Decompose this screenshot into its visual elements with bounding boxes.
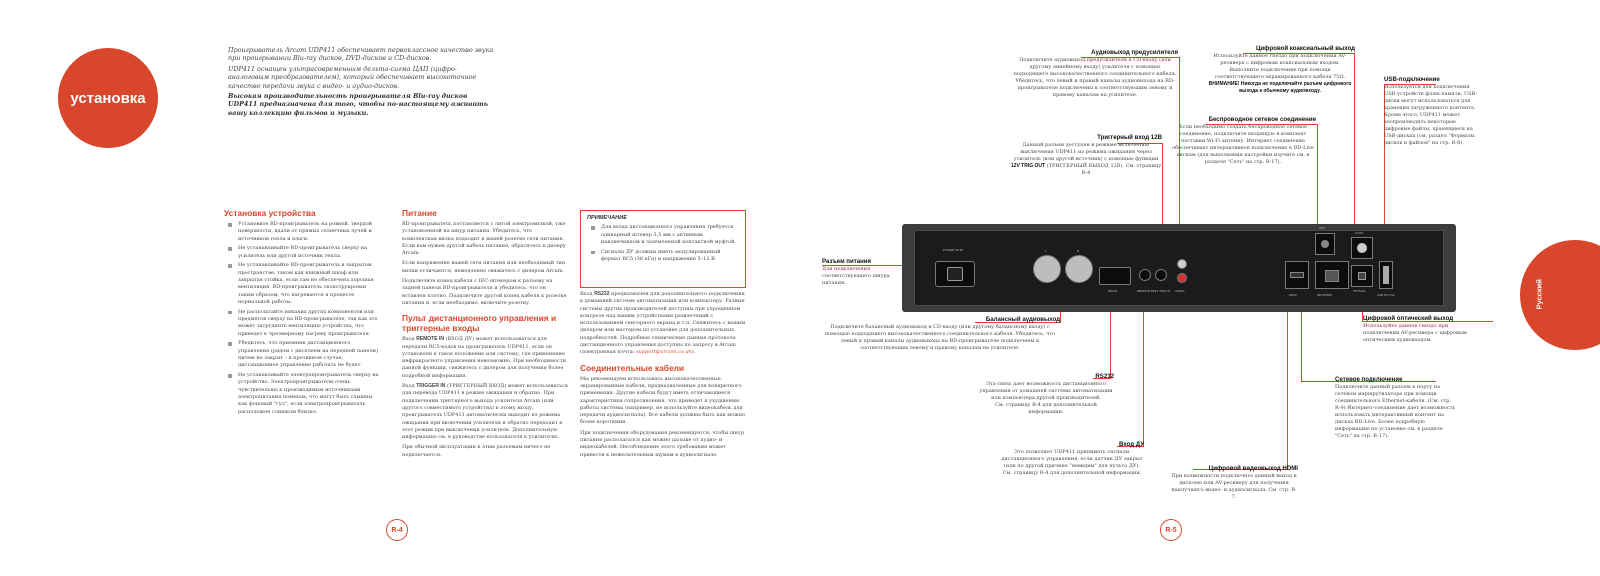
setup-section (224, 208, 380, 418)
callout-power-title: Разъем питания (822, 258, 872, 265)
note-box (580, 210, 746, 288)
callout-coax-title: Цифровой коаксиальный выход (1255, 45, 1355, 52)
remote-p1-pre: Вход (402, 336, 417, 343)
remote-p2-pre: Вход (402, 383, 417, 390)
remote-p2-text: (ТРИГГЕРНЫЙ ВХОД) может использоваться для перевода UDP411 в режим ожидания и обратно. При подключении триггерного выхода усилителя Arcam (или другого совместимого устройства) к этому входу, проигрыватель UDP411 автоматически выходит из режима ожидания при включении усилителя и обратно переходит в этот режим при выключении усилителя. Дополнительную информацию см. в руководстве пользователя к усилителю. (402, 383, 568, 441)
list-item: Не устанавливайте BD-проигрыватель в закрытом пространстве, таком как книжный шкаф или закрытая стойка, если там не обеспечена хорошая вентиляция. BD-проигрыватель сконструирован таким образом, что нагревается в процессе нормальной работы. (224, 262, 380, 306)
remote-in-port (1139, 269, 1151, 281)
power-section (402, 208, 568, 462)
balanced-out-right-port (1065, 255, 1093, 283)
power-inlet-label: POWER INLET (943, 248, 964, 252)
audio-label: AUDIO (1175, 289, 1185, 293)
list-item: Не располагайте никаких других компонентов или предметов сверху на BD-проигрывателе, так как это может затруднить вентиляцию устройства, что приведет к чрезмерному нагреву проигрывателя. (224, 309, 380, 338)
cables-title: Соединительные кабели (580, 362, 685, 373)
callout-usb (1384, 76, 1482, 147)
callout-coax (1205, 45, 1355, 95)
list-item: Для входа дистанционного управления требуется одинарный штекер 3,5 мм с активным наконечником и заземленной контактной муфтой. (587, 224, 739, 246)
trigger-in-keyword: TRIGGER IN (416, 383, 446, 390)
callout-trigger-text1: Данный разъем доступен в режиме включения/выключения UDP411 из режима ожидания через усилитель (или другой источник) с помощью функции (1013, 142, 1159, 162)
intro-p3: Высокая производительность проигрывателя Blu-ray дисков UDP411 предназначена для того, чтобы по-настоящему оживить вашу коллекцию фильмов и музыки. (228, 92, 489, 117)
callout-rs232-text2: См. страницу R-4 для дополнительной информации. (995, 402, 1097, 415)
port-label-r: R (1077, 249, 1080, 253)
power-p3: Подключите конец кабеля с IEC-штекером к разъему на задней панели BD-проигрывателя и убедитесь, что он вставлен плотно. Подключите другой конец кабеля к розетке питания и, если необходимо, включите розетку. (402, 278, 567, 306)
trigger-out-keyword: 12V TRIG OUT (1010, 163, 1046, 169)
port-label-l: L (1045, 249, 1047, 253)
callout-remote-text1: Это позволяет UDP411 принимать сигналы дистанционного управления, если датчик ДУ закрыт (или по другой причине "невидим" для пульта ДУ). (1001, 449, 1143, 469)
optical-port (1351, 265, 1373, 287)
remote-p3: При обычной эксплуатации к этим разъемам ничего не подключается. (402, 444, 551, 458)
setup-list (224, 221, 380, 416)
preamp-out-right-port (1177, 273, 1187, 283)
rs232-cables-section (580, 291, 748, 462)
list-item: Не устанавливайте BD-проигрыватель сверху на усилитель или другой источник тепла. (224, 245, 380, 260)
callout-network-title: Сетевое подключение (1335, 376, 1403, 383)
note-list (587, 224, 739, 263)
hdmi-port (1285, 261, 1309, 289)
remote-p1 (402, 336, 568, 380)
callout-coax-text: Используйте данное гнездо при подключении AV-ресивера с цифровым коаксиальным входом. Выполните подключение при помощи соответствующего экранированного кабеля 75Ω. (1213, 53, 1347, 80)
callout-balanced-title: Балансный аудиовыход (985, 316, 1060, 323)
callout-optical-text: Используйте данное гнездо при подключении AV-ресивера с цифровым оптическим аудиовходом. (1363, 323, 1467, 343)
antenna-port (1315, 233, 1335, 255)
setup-title: Установка устройства (224, 208, 316, 218)
network-label: NETWORK (1317, 293, 1333, 297)
rear-panel-inner (914, 226, 1444, 306)
page-number-right: R-5 (1160, 519, 1182, 541)
list-item: Не устанавливайте электропроигрыватель сверху на устройство. Электропроигрыватели очень чувствительны к производимым источниками электропитания помехам, что могут быть слышны как фоновый "гул", если электропроигрыватель расположен слишком близко. (224, 372, 380, 416)
cables-p1: Мы рекомендуем использовать высококачественные экранированные кабели, предназначенные для конкретного применения. Другие кабели будут иметь отличающиеся характеристики сопротивления, что приведет к ухудшению работы системы (например, не используйте видеокабель для передачи аудиосигнала). Все кабели должны быть как можно более короткими. (580, 375, 746, 426)
cables-p2: При подключении оборудования рекомендуется, чтобы шнур питания располагался как можно дальше от аудио- и видеокабелей. Несоблюдение этого требования может привести к нежелательным шумам в аудиосигнале. (580, 429, 745, 458)
rs232-keyword: RS232 (594, 291, 610, 297)
rs232-post: ). (691, 349, 696, 356)
callout-remote (1000, 441, 1144, 477)
rs232-text: предназначен для дополнительного подключения к домашней системе автоматизации или компьютеру. Разные системы других производителей доступны при упрощенном контроле над вашим устройствами развлечений с использованием сенсорного экрана и т.п. Свяжитесь с вашим дилером или мастером по установке для дополнительных подробностей. Подробные технические данные протокола дистанционного управления доступны по запросу в Arcam (электронная почта: (580, 291, 746, 356)
callout-network-text: Подключите данный разъем к порту на сетевом маршрутизаторе при помощи соединительного Ethernet-кабеля. (См. стр. R-9) Интернет-соединение дает возможность использовать интерактивный контент на дисках BD-Live. Более подробную информацию по установке см. в разделе "Сеть" на стр. R-17). (1335, 384, 1456, 439)
remote-in-keyword: REMOTE IN (416, 336, 444, 343)
callout-hdmi (1170, 465, 1298, 501)
callout-preamp (1012, 49, 1178, 99)
rs232-paragraph (580, 291, 748, 357)
list-item: Убедитесь, что приемник дистанционного управления (рядом с дисплеем на передней панели) ничем не закрыт – в противном случае, дистанционное управление работать не будет. (224, 340, 380, 369)
rs232-port (1099, 267, 1131, 285)
power-title: Питание (402, 208, 437, 218)
power-p1: BD-проигрыватель поставляется с литой электровилкой, уже установленной на шнур питания. Убедитесь, что комплектная вилка подходит к вашей розетке сети питания. Если вам нужен другой кабель питания, обратитесь к дилеру Arcam. (402, 221, 566, 257)
callout-optical (1363, 315, 1483, 344)
balanced-out-left-port (1033, 255, 1061, 283)
power-inlet-port (935, 261, 975, 287)
callout-network (1335, 376, 1457, 440)
callout-trigger (1010, 134, 1162, 177)
callout-remote-text2: См. страницу R-4 для дополнительной информации. (1002, 470, 1142, 476)
trigger-label: 12V TRIG IN (1153, 289, 1171, 293)
coax-port (1351, 237, 1373, 259)
rs232-label: RS232 (1108, 289, 1118, 293)
remote-p2 (402, 383, 568, 441)
antenna-label: ANT (1319, 226, 1325, 230)
usb-port (1379, 261, 1393, 289)
list-item: Установите BD-проигрыватель на ровной, твердой поверхности, вдали от прямых солнечных лучей и источников тепла и влаги. (224, 221, 380, 243)
callout-usb-title: USB-подключение (1384, 76, 1440, 83)
callout-coax-warning: ВНИМАНИЕ! Никогда не подключайте разъем цифрового выхода к обычному аудиовходу. (1208, 81, 1352, 94)
callout-preamp-text: Подключите аудиовыход предусилителя к CD-входу (или другому линейному входу) усилителя с помощью подходящего высококачественного соединительного кабеля. Убедитесь, что левый и правый каналы аудиовыхода на BD-проигрывателе подключены к соответствующим левому и правому каналам на усилителе. (1013, 57, 1177, 98)
trigger-in-port (1155, 269, 1167, 281)
rs232-pre: Вход (580, 291, 595, 297)
callout-hdmi-title: Цифровой видеовыход HDMI (1208, 465, 1298, 472)
callout-power (822, 258, 902, 287)
callout-wireless-text: Если необходимо создать беспроводное сетевое соединение, подключите входящую в комплект поставки Wi-Fi антенну. Интернет соединение обеспечивает интерактивное подключение к BD-Live дискам (для выполнения настройки изучите см. в разделе "Сеть" на стр. R-17). (1172, 124, 1314, 165)
callout-power-text: Для подключения соответствующего шнура питания. (822, 266, 890, 286)
callout-rs232-text1: Эта связь дает возможность дистанционного управления от домашней системы автоматизации или компьютера другой производителей. (979, 381, 1113, 401)
remote-title: Пульт дистанционного управления и триггерные входы (402, 313, 557, 334)
callout-trigger-title: Триггерный вход 12В (1097, 134, 1162, 141)
support-email-link[interactable]: support@arcam.co.uk (636, 349, 692, 356)
callout-remote-title: Вход ДУ (1119, 441, 1144, 448)
coax-label: COAX (1355, 231, 1364, 235)
remote-in-label: REMOTE IN (1137, 289, 1154, 293)
preamp-out-left-port (1177, 259, 1187, 269)
callout-hdmi-text: При возможности подключите данный выход к дисплею или AV-ресиверу для получения наилучшего видео- и аудиосигнала. См. стр. R-7. (1171, 473, 1297, 500)
callout-balanced-text: Подключите балансный аудиовыход к CD-входу (или другому балансному входу) с помощью подходящего высококачественного соединительного кабеля. Убедитесь, что левый и правый каналы аудиовыхода на BD-проигрывателе подключены к соответствующим левому и правому каналам на усилителе. (824, 324, 1056, 351)
callout-optical-title: Цифровой оптический выход (1363, 315, 1454, 322)
list-item: Сигналы ДУ должны иметь модулированный формат RC5 (36 кГц) и напряжение 5–12 В. (587, 249, 739, 264)
section-title-circle (58, 48, 158, 148)
page-number-left: R-4 (386, 519, 408, 541)
note-title: ПРИМЕЧАНИЕ (587, 215, 627, 221)
network-port (1315, 261, 1349, 289)
callout-rs232 (978, 373, 1114, 416)
language-tab-label: Русский (1534, 279, 1544, 310)
language-tab (1520, 240, 1600, 350)
intro-text (228, 46, 496, 119)
section-title: установка (70, 89, 146, 107)
callout-wireless (1170, 116, 1316, 166)
intro-p2: UDP411 оснащен ультрасовременным дельта-сигма ЦАП (цифро-аналоговым преобразователем), который обеспечивает высокоточное качество передачи звука с видео- и аудио-дисков. (228, 64, 477, 90)
hdmi-label: HDMI (1289, 293, 1297, 297)
callout-wireless-title: Беспроводное сетевое соединение (1208, 116, 1316, 123)
optical-label: OPTICAL (1353, 289, 1366, 293)
callout-rs232-title: RS232 (1095, 373, 1114, 380)
callout-trigger-text2: (ТРИГГЕРНЫЙ ВЫХОД 12В). См. страницу R-4 (1045, 163, 1162, 176)
power-p2: Если напряжение вашей сети питания или необходимый тип вилки отличаются, немедленно свяжитесь с дилером Arcam. (402, 260, 566, 274)
callout-preamp-title: Аудиовыход предусилителя (1091, 49, 1178, 56)
callout-usb-text: Используется для подключения USB-устройств флэш-памяти. USB-диски могут использоваться для хранения загруженного контента. Кроме этого, UDP411 может воспроизводить некоторые цифровые файлы, хранящиеся на USB-дисках (см. раздел "Форматы дисков и файлов" на стр. R-8). (1384, 84, 1478, 146)
usb-label: USB 5V 0.5A (1377, 293, 1395, 297)
remote-p1-text: (ВХОД ДУ) может использоваться для передачи RC5-кодов на проигрыватель UDP411, если он установлен в такое положение или систему, где применение инфракрасного управления невозможно. При необходимости данной функции, свяжитесь с дилером для получения более подробной информации. (402, 336, 566, 379)
intro-p1: Проигрыватель Arcam UDP411 обеспечивает первоклассное качество звука при проигрывании Blu-ray дисков, DVD-дисков и CD-дисков. (228, 46, 494, 63)
callout-balanced (820, 316, 1060, 352)
